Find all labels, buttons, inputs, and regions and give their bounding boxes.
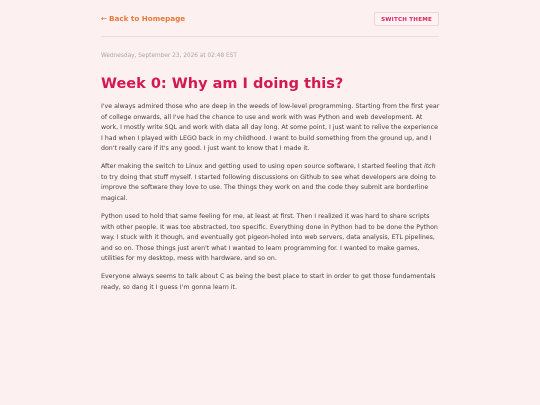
arrow-left-icon: ←	[101, 14, 108, 23]
post-timestamp: Wednesday, September 23, 2026 at 02:48 EST	[101, 53, 237, 59]
post-paragraph-1: I've always admired those who are deep in the weeds of low-level programming. Starting from the first year of college onwards, all I've had the chance to use and work with was Python and web development. At work, I mostly write SQL and work with data all day long. At some point, I just want to relive the experience I had when I played with LEGO back in my childhood. I want to build something from the ground up, and I don't really care if it's any good. I just want to know that I made it.	[101, 103, 440, 153]
paragraph-text: to try doing that stuff myself. I started following discussions on Github to see what developers are doing to improve the software they love to use. The things they work on and the code they submit are borderline magical.	[101, 173, 436, 202]
back-link-label: Back to Homepage	[109, 14, 186, 23]
post-body	[101, 102, 441, 301]
post-paragraph-4: Everyone always seems to talk about C as being the best place to start in order to get those fundamentals ready, so dang it I guess I'm gonna learn it.	[101, 273, 436, 291]
back-to-homepage-link[interactable]	[101, 14, 185, 23]
top-bar	[101, 12, 439, 28]
post-paragraph-2	[101, 162, 441, 204]
header-divider	[101, 36, 439, 37]
post-paragraph-3: Python used to hold that same feeling for me, at least at first. Then I realized it was hard to share scripts with other people. It was too abstracted, too specific. Everything done in Python had to be done the Python way. I stuck with it though, and eventually got pigeon-holed into web servers, data analysis, ETL pipelines, and so on. Those things just aren't what I wanted to learn programming for. I wanted to make games, utilities for my desktop, mess with hardware, and so on.	[101, 213, 438, 263]
emphasized-word: itch	[424, 163, 436, 171]
post-title: Week 0: Why am I doing this?	[101, 76, 344, 92]
paragraph-text: After making the switch to Linux and getting used to using open source software, I started feeling that	[101, 163, 424, 171]
switch-theme-button[interactable]: SWITCH THEME	[374, 12, 439, 26]
